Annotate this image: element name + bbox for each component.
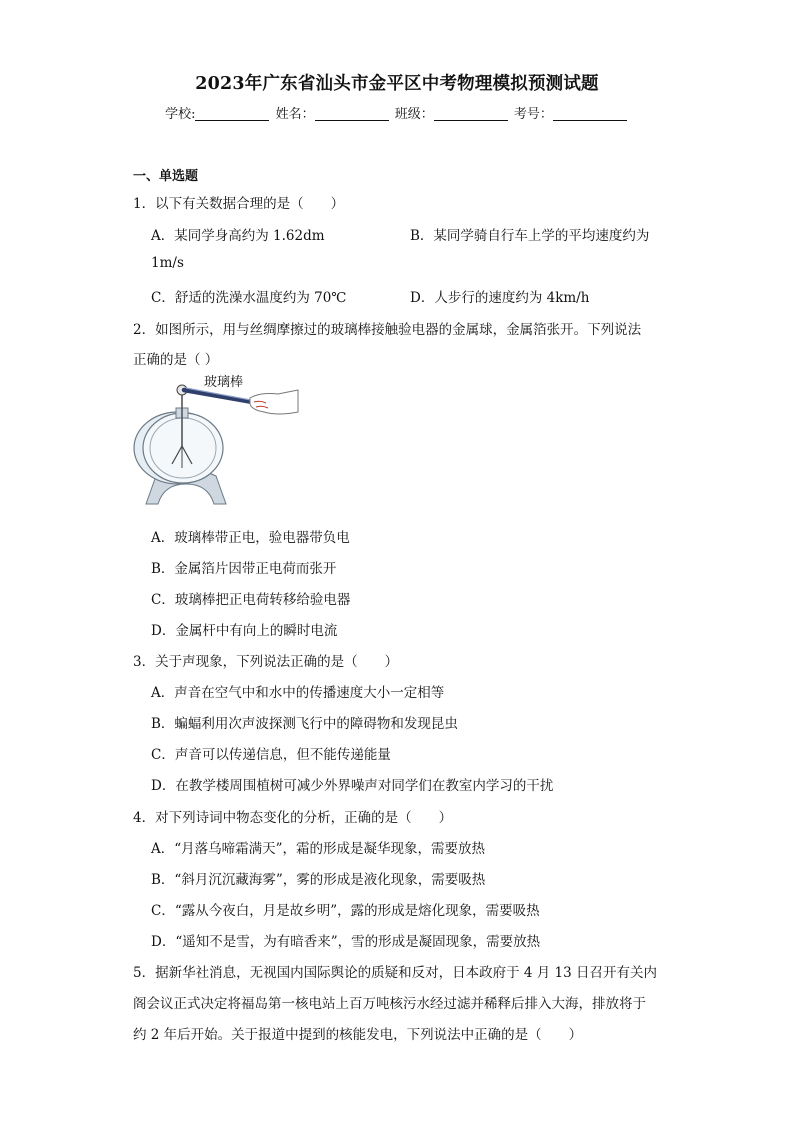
q4-option-a: A．“月落乌啼霜满天”，霜的形成是凝华现象，需要放热 (151, 841, 486, 857)
q3-option-a: A．声音在空气中和水中的传播速度大小一定相等 (151, 685, 445, 701)
q4-option-c: C．“露从今夜白，月是故乡明”，露的形成是熔化现象，需要吸热 (151, 903, 540, 919)
q2-option-c: C．玻璃棒把正电荷转移给验电器 (151, 592, 351, 608)
q1-option-b: B．某同学骑自行车上学的平均速度约为 (410, 228, 650, 244)
q2-stem-line1: 2．如图所示，用与丝绸摩擦过的玻璃棒接触验电器的金属球，金属箔张开。下列说法 (133, 322, 642, 338)
class-label: 班级： (394, 107, 434, 122)
q3-option-d: D．在教学楼周围植树可减少外界噪声对同学们在教室内学习的干扰 (151, 778, 554, 794)
q1-option-d: D．人步行的速度约为 4km/h (410, 290, 590, 306)
exam-title: 2023年广东省汕头市金平区中考物理模拟预测试题 (195, 74, 599, 94)
school-blank[interactable] (195, 108, 269, 121)
q5-line2: 阁会议正式决定将福岛第一核电站上百万吨核污水经过滤并稀释后排入大海，排放将于 (133, 996, 646, 1012)
q2-stem-line2: 正确的是（ ） (133, 352, 219, 368)
school-label: 学校: (165, 107, 196, 122)
q3-option-b: B．蝙蝠利用次声波探测飞行中的障碍物和发现昆虫 (151, 716, 458, 732)
q2-option-d: D．金属杆中有向上的瞬时电流 (151, 623, 338, 639)
name-label: 姓名： (275, 107, 315, 122)
number-blank[interactable] (553, 108, 627, 121)
q5-line1: 5．据新华社消息，无视国内国际舆论的质疑和反对，日本政府于 4 月 13 日召开有关内 (133, 965, 658, 981)
electroscope-illustration (128, 372, 300, 512)
q5-line3: 约 2 年后开始。关于报道中提到的核能发电，下列说法中正确的是（ ） (133, 1027, 583, 1043)
q2-option-b: B．金属箔片因带正电荷而张开 (151, 561, 337, 577)
q1-option-b-cont: 1m/s (151, 255, 184, 271)
q4-option-d: D．“遥知不是雪，为有暗香来”，雪的形成是凝固现象，需要放热 (151, 934, 541, 950)
q1-option-a: A．某同学身高约为 1.62dm (151, 228, 325, 244)
student-info-row (0, 103, 794, 122)
electroscope-figure (128, 372, 300, 512)
q3-option-c: C．声音可以传递信息，但不能传递能量 (151, 747, 391, 763)
name-blank[interactable] (315, 108, 389, 121)
number-label: 考号： (513, 107, 553, 122)
class-blank[interactable] (434, 108, 508, 121)
q4-option-b: B．“斜月沉沉藏海雾”，雾的形成是液化现象，需要吸热 (151, 872, 486, 888)
q4-stem: 4．对下列诗词中物态变化的分析，正确的是（ ） (133, 810, 453, 826)
q2-option-a: A．玻璃棒带正电，验电器带负电 (151, 530, 350, 546)
q1-option-c: C．舒适的洗澡水温度约为 70℃ (151, 290, 347, 306)
figure-label-glass-rod: 玻璃棒 (204, 375, 244, 390)
section-heading: 一、单选题 (133, 169, 199, 184)
q3-stem: 3．关于声现象，下列说法正确的是（ ） (133, 654, 399, 670)
q1-stem: 1．以下有关数据合理的是（ ） (133, 196, 345, 212)
